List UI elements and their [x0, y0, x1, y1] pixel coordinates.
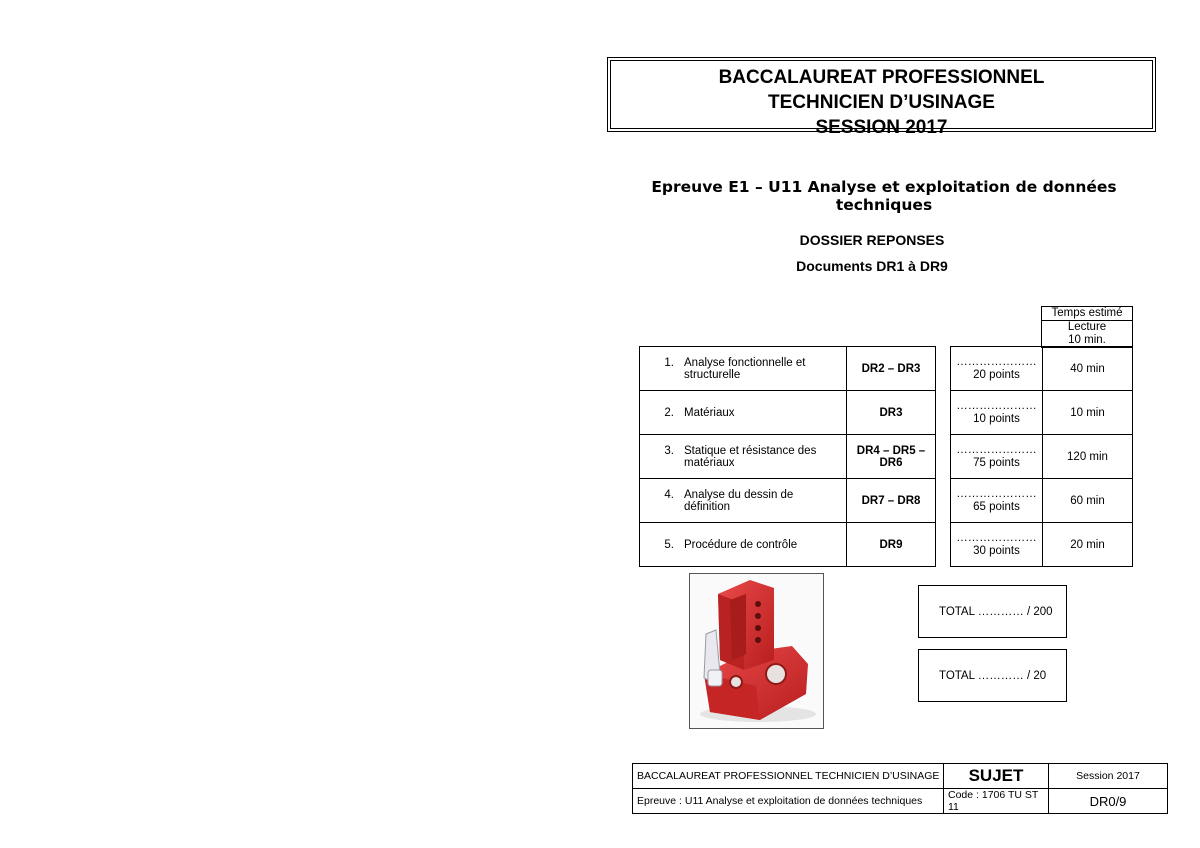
score-blank: …………………	[956, 399, 1037, 412]
reading-label: Lecture	[1067, 321, 1107, 333]
table-row	[633, 764, 1168, 789]
time-value: 20 min	[1043, 523, 1133, 567]
table-row	[951, 523, 1133, 567]
parts-table	[639, 346, 936, 567]
part-number: 1.	[664, 356, 674, 369]
table-row	[640, 347, 936, 391]
points-value: 20 points	[973, 368, 1020, 381]
points-value: 10 points	[973, 412, 1020, 425]
part-name: Statique et résistance des matériaux	[684, 444, 817, 469]
time-value: 40 min	[1043, 347, 1133, 391]
part-docs: DR2 – DR3	[847, 347, 936, 391]
time-value: 10 min	[1043, 391, 1133, 435]
part-number: 5.	[664, 538, 674, 551]
header-line-1: BACCALAUREAT PROFESSIONNEL	[718, 67, 1045, 88]
epreuve-title: Epreuve E1 – U11 Analyse et exploitation de données techniques	[651, 178, 1117, 214]
reading-time-cell	[1042, 321, 1133, 348]
footer-epreuve: Epreuve : U11 Analyse et exploitation de données techniques	[633, 789, 944, 814]
part-name: Analyse fonctionnelle et structurelle	[684, 356, 806, 381]
table-row	[640, 435, 936, 479]
table-row	[640, 523, 936, 567]
part-number: 3.	[664, 444, 674, 457]
table-row	[633, 789, 1168, 814]
table-row	[640, 391, 936, 435]
reading-time: 10 min.	[1068, 334, 1106, 346]
total-20-label: TOTAL ………… / 20	[939, 669, 1047, 682]
dossier-title: DOSSIER REPONSES	[799, 232, 945, 248]
score-blank: …………………	[956, 487, 1037, 500]
part-docs: DR7 – DR8	[847, 479, 936, 523]
points-value: 75 points	[973, 456, 1020, 469]
footer-table	[632, 763, 1168, 814]
part-docs: DR4 – DR5 – DR6	[847, 435, 936, 479]
total-20-box	[918, 649, 1067, 702]
documents-title: Documents DR1 à DR9	[796, 258, 948, 274]
total-200-box	[918, 585, 1067, 638]
product-render-image	[689, 573, 824, 729]
time-header-table	[1041, 306, 1133, 348]
footer-page: DR0/9	[1049, 789, 1168, 814]
part-docs: DR9	[847, 523, 936, 567]
points-value: 30 points	[973, 544, 1020, 557]
footer-session: Session 2017	[1049, 764, 1168, 789]
header-line-2: TECHNICIEN D’USINAGE	[768, 92, 995, 113]
points-table	[950, 346, 1133, 567]
part-name: Procédure de contrôle	[684, 538, 798, 551]
score-blank: …………………	[956, 355, 1037, 368]
part-name: Analyse du dessin de définition	[684, 488, 794, 513]
table-row	[951, 435, 1133, 479]
time-value: 60 min	[1043, 479, 1133, 523]
header-line-3: SESSION 2017	[815, 117, 948, 138]
part-number: 4.	[664, 488, 674, 501]
score-blank: …………………	[956, 443, 1037, 456]
machined-part-illustration	[690, 574, 823, 728]
part-name: Matériaux	[684, 406, 735, 419]
part-docs: DR3	[847, 391, 936, 435]
footer-exam: BACCALAUREAT PROFESSIONNEL TECHNICIEN D’USINAGE	[633, 764, 944, 789]
points-value: 65 points	[973, 500, 1020, 513]
table-row	[640, 479, 936, 523]
footer-sujet: SUJET	[944, 764, 1049, 789]
header-box	[607, 57, 1156, 138]
total-200-label: TOTAL ………… / 200	[939, 605, 1053, 618]
part-number: 2.	[664, 406, 674, 419]
score-blank: …………………	[956, 531, 1037, 544]
table-row	[951, 391, 1133, 435]
time-estimate-label: Temps estimé	[1042, 307, 1133, 321]
table-row	[951, 347, 1133, 391]
table-row	[951, 479, 1133, 523]
time-value: 120 min	[1043, 435, 1133, 479]
footer-code: Code : 1706 TU ST 11	[944, 789, 1049, 814]
